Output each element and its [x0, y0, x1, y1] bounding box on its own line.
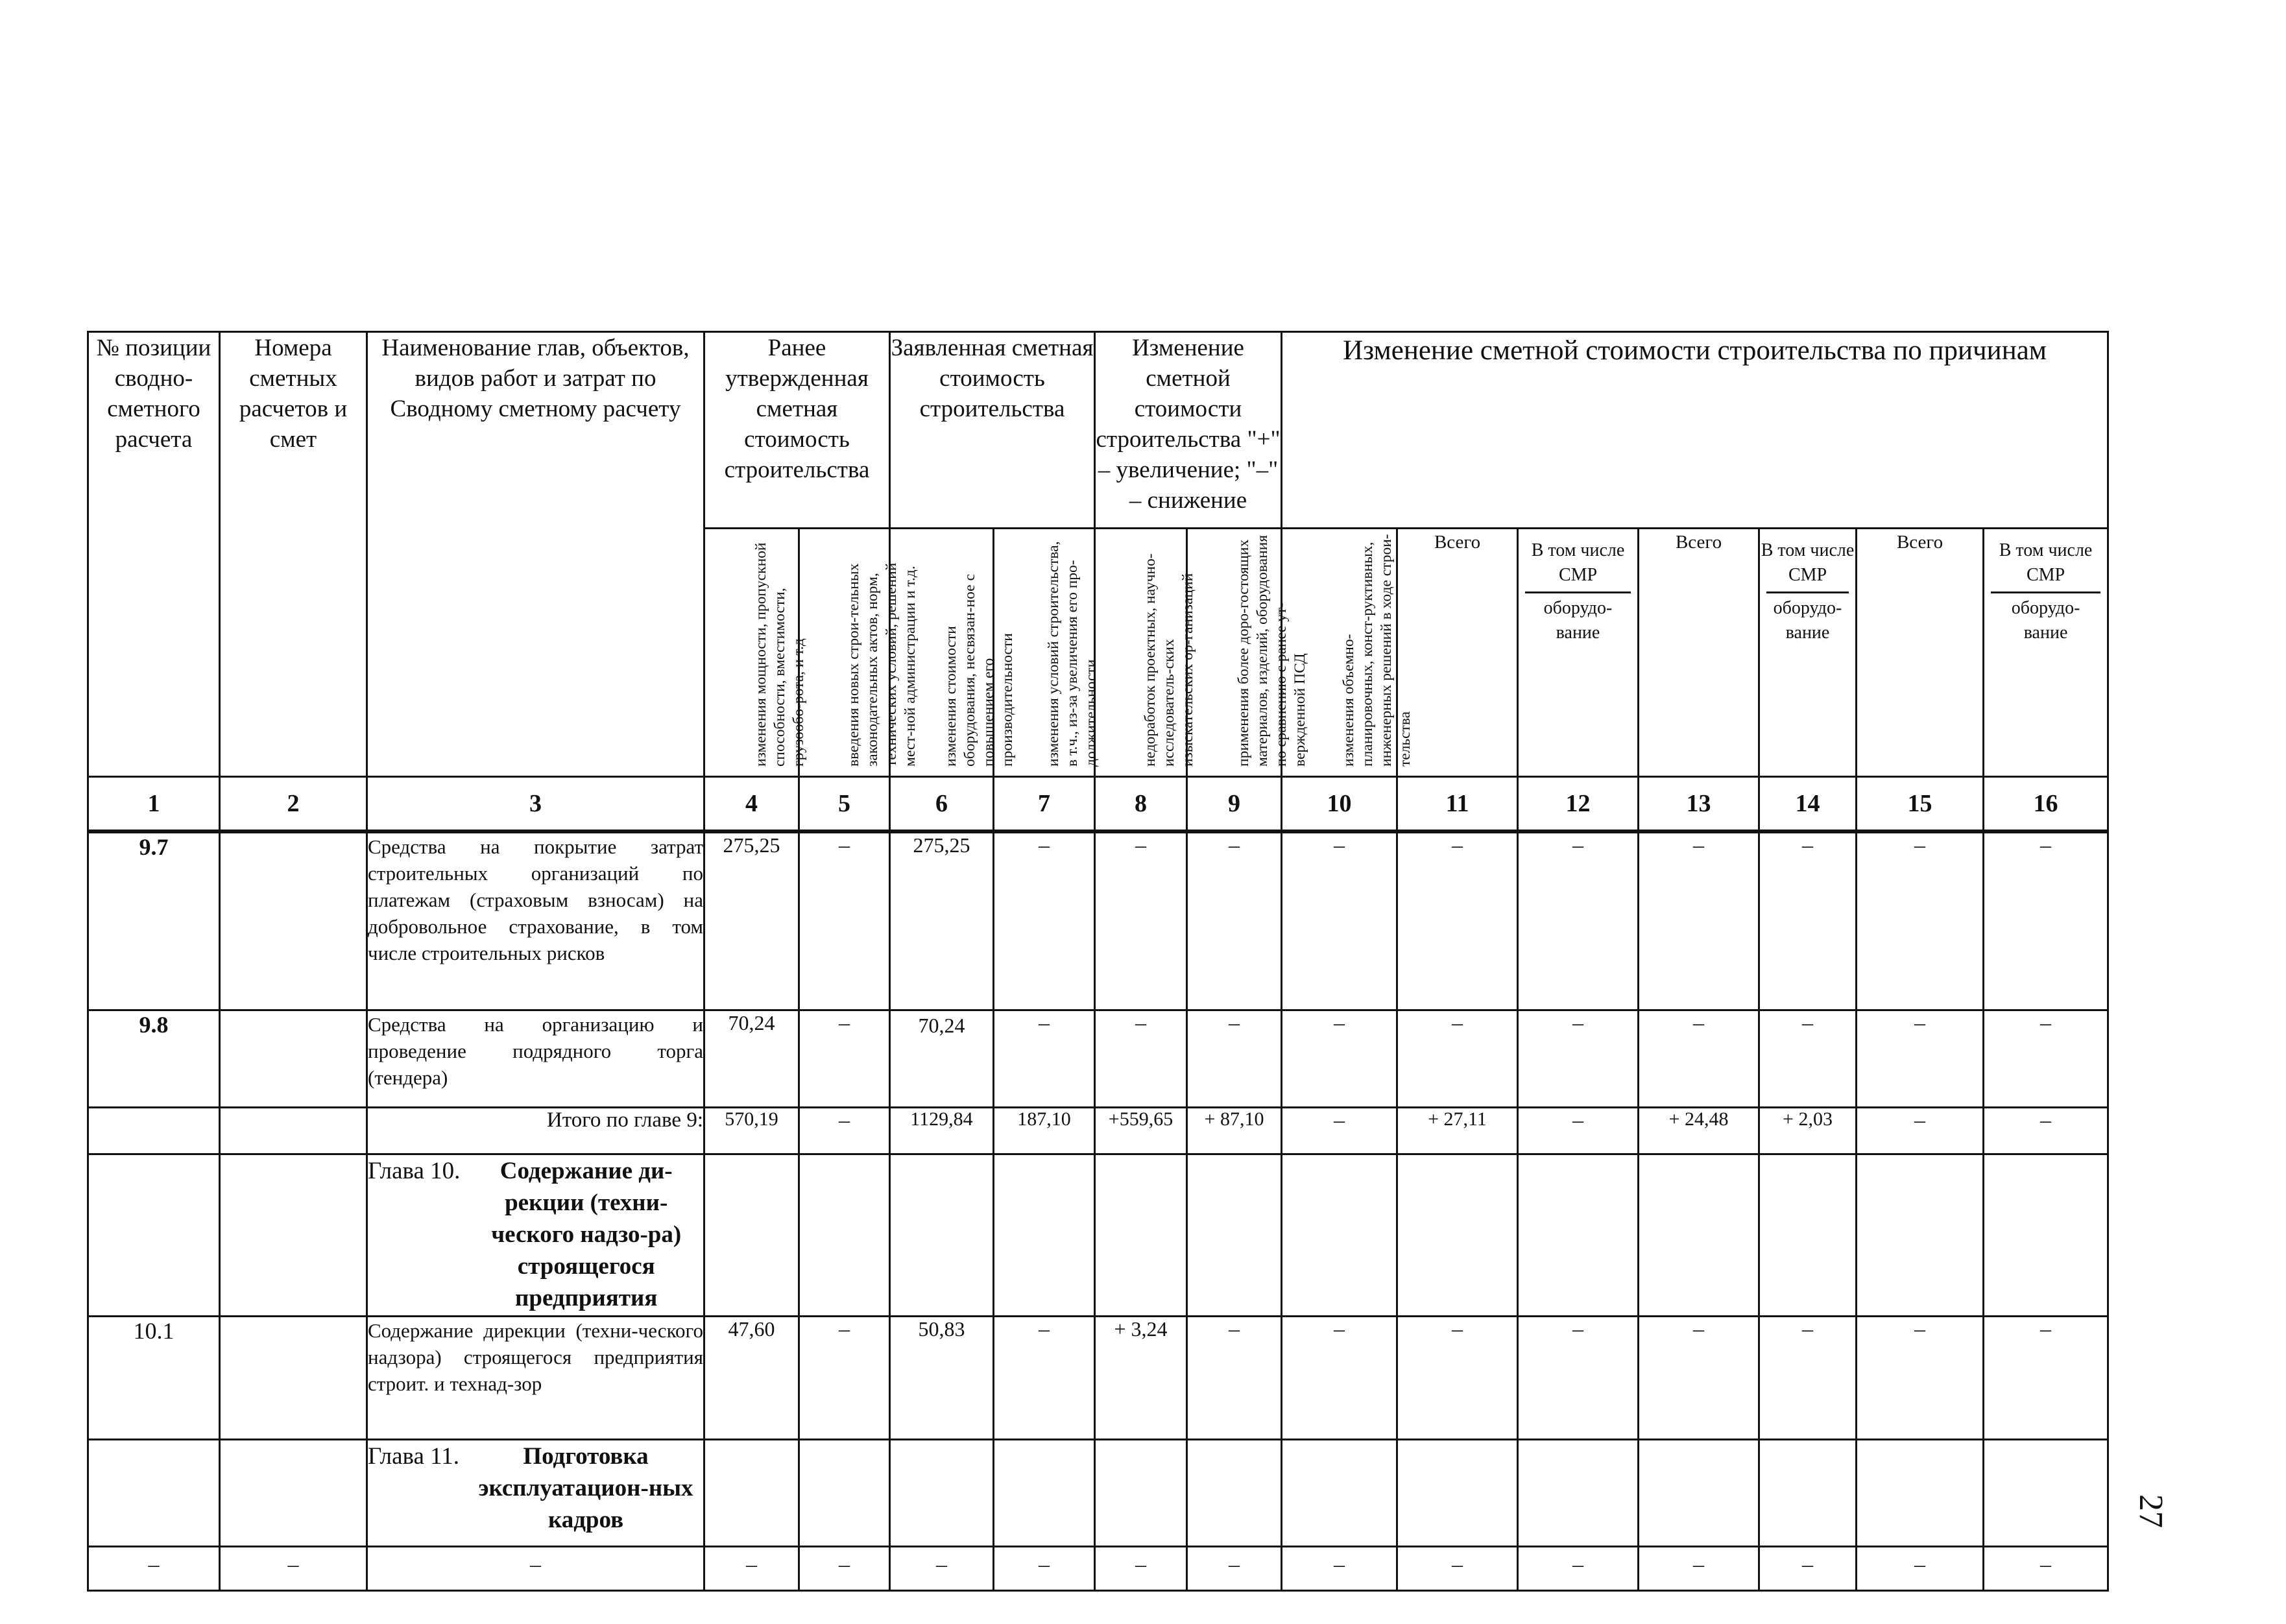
cell-value: –	[994, 1546, 1095, 1590]
cell-value: –	[799, 1010, 890, 1107]
cell-value: + 3,24	[1095, 1316, 1187, 1439]
sub-decl-incl	[1759, 529, 1857, 777]
cell-value: + 2,03	[1759, 1107, 1857, 1154]
reason-new-regulations	[799, 529, 919, 777]
cell-value: –	[1397, 1546, 1518, 1590]
cell-value: –	[1282, 1316, 1397, 1439]
cell-value: –	[1095, 1546, 1187, 1590]
cell-value: –	[799, 831, 890, 1010]
header-reasons: Изменение сметной стоимости строительства по причинам	[1282, 332, 2108, 529]
col-number: 6	[890, 777, 994, 832]
empty-cell	[799, 1154, 890, 1316]
cell-value: –	[1984, 1316, 2108, 1439]
col-number: 3	[367, 777, 704, 832]
cell-value: –	[88, 1546, 220, 1590]
col-number: 12	[1518, 777, 1639, 832]
reason-capacity-text: изменения мощности, пропускной способности, вместимости, грузообо-рота, и т.д	[752, 542, 807, 767]
empty-cell	[1518, 1154, 1639, 1316]
empty-cell	[1857, 1154, 1984, 1316]
cell-value: –	[1759, 1316, 1857, 1439]
page-number: 27	[2132, 1494, 2169, 1528]
table-row	[88, 1546, 2108, 1590]
row-position	[88, 1439, 220, 1546]
cell-value: 50,83	[890, 1316, 994, 1439]
row-position	[88, 1107, 220, 1154]
reason-conditions-text: изменения условий строительства, в т.ч., из-за увеличения его про-должительности	[1044, 541, 1100, 767]
cell-value: –	[1397, 1316, 1518, 1439]
cell-value: –	[1518, 1107, 1639, 1154]
reason-design-changes	[1282, 529, 1414, 777]
row-position: 10.1	[88, 1316, 220, 1439]
empty-cell	[1095, 1439, 1187, 1546]
empty-cell	[1282, 1439, 1397, 1546]
row-estimate-number	[220, 831, 367, 1010]
cell-value: –	[1282, 1010, 1397, 1107]
col-number: 1	[88, 777, 220, 832]
chapter-heading	[367, 1439, 704, 1546]
row-estimate-number	[220, 1439, 367, 1546]
empty-cell	[1857, 1439, 1984, 1546]
chapter-heading-row	[88, 1439, 2108, 1546]
cell-value: –	[1639, 1316, 1759, 1439]
header-name: Наименование глав, объектов, видов работ и затрат по Сводному сметному расчету	[367, 332, 704, 777]
cell-value: –	[1397, 1010, 1518, 1107]
cell-value: –	[1187, 1316, 1282, 1439]
sub-change-incl-smr: В том числе СМР	[1999, 540, 2093, 585]
cell-value: + 24,48	[1639, 1107, 1759, 1154]
cell-value: –	[1857, 1107, 1984, 1154]
cell-value: –	[1759, 1010, 1857, 1107]
cell-value: –	[1282, 1546, 1397, 1590]
cell-value: –	[1857, 831, 1984, 1010]
empty-cell	[1759, 1439, 1857, 1546]
cell-value: –	[1187, 1010, 1282, 1107]
chapter-title: Содержание ди-рекции (техни-ческого надзо-ра) строящегося предприятия	[491, 1157, 682, 1311]
empty-cell	[1282, 1154, 1397, 1316]
col-number: 8	[1095, 777, 1187, 832]
row-position	[88, 1154, 220, 1316]
sub-prev-total: Всего	[1397, 529, 1518, 777]
reason-design-changes-text: изменения объемно-планировочных, конст-руктивных, инженерных решений в ходе строи-тельства	[1340, 534, 1414, 767]
cell-value: 275,25	[704, 831, 799, 1010]
empty-cell	[994, 1154, 1095, 1316]
column-number-row	[88, 777, 2108, 832]
cell-value: –	[1984, 831, 2108, 1010]
cell-value: 187,10	[994, 1107, 1095, 1154]
col-number: 14	[1759, 777, 1857, 832]
sub-prev-incl-equipment: оборудо-вание	[1525, 591, 1631, 645]
chapter-heading-row	[88, 1154, 2108, 1316]
row-name: Содержание дирекции (техни-ческого надзора) строящегося предприятия строит. и технад-зор	[367, 1316, 704, 1439]
table-row	[88, 1316, 2108, 1439]
cell-value: + 87,10	[1187, 1107, 1282, 1154]
cell-value: –	[1518, 831, 1639, 1010]
cell-value: –	[220, 1546, 367, 1590]
cell-value: –	[994, 831, 1095, 1010]
empty-cell	[1187, 1154, 1282, 1316]
cell-value: 47,60	[704, 1316, 799, 1439]
reason-capacity	[704, 529, 807, 777]
empty-cell	[1187, 1439, 1282, 1546]
sub-change-incl-equipment: оборудо-вание	[1991, 591, 2100, 645]
empty-cell	[1984, 1439, 2108, 1546]
col-number: 11	[1397, 777, 1518, 832]
cell-value: –	[799, 1546, 890, 1590]
reason-design-flaws-text: недоработок проектных, научно-исследователь-ских изыскательских ор-ганизаций	[1141, 553, 1196, 767]
cell-value: –	[1639, 831, 1759, 1010]
reason-equipment-cost	[890, 529, 1016, 777]
row-position: 9.7	[88, 831, 220, 1010]
chapter-total-row	[88, 1107, 2108, 1154]
col-number: 2	[220, 777, 367, 832]
cell-value: –	[1857, 1010, 1984, 1107]
cell-value: –	[1518, 1316, 1639, 1439]
header-declared: Заявленная сметная стоимость строительства	[890, 332, 1095, 529]
empty-cell	[1639, 1154, 1759, 1316]
cell-value: –	[1984, 1107, 2108, 1154]
cell-value: –	[799, 1316, 890, 1439]
cell-value: –	[367, 1546, 704, 1590]
cell-value: –	[1518, 1010, 1639, 1107]
cell-value: 70,24	[890, 1010, 994, 1107]
row-estimate-number	[220, 1010, 367, 1107]
sub-prev-incl-smr: В том числе СМР	[1531, 540, 1625, 585]
row-estimate-number	[220, 1154, 367, 1316]
cell-value: –	[1984, 1010, 2108, 1107]
col-number: 10	[1282, 777, 1397, 832]
cell-value: + 27,11	[1397, 1107, 1518, 1154]
reason-new-regulations-text: введения новых строи-тельных законодательных актов, норм, технических условий, решений мест-ной администрации и т.д.	[845, 562, 919, 767]
row-position: 9.8	[88, 1010, 220, 1107]
empty-cell	[890, 1154, 994, 1316]
empty-cell	[1518, 1439, 1639, 1546]
reason-conditions	[994, 529, 1100, 777]
chapter-label: Глава 11.	[368, 1442, 460, 1470]
cell-value: –	[1397, 831, 1518, 1010]
cell-value: –	[1759, 831, 1857, 1010]
chapter-label: Глава 10.	[368, 1157, 461, 1184]
col-number: 7	[994, 777, 1095, 832]
empty-cell	[994, 1439, 1095, 1546]
col-number: 5	[799, 777, 890, 832]
cell-value: +559,65	[1095, 1107, 1187, 1154]
cell-value: –	[1857, 1316, 1984, 1439]
cell-value: 275,25	[890, 831, 994, 1010]
chapter-heading	[367, 1154, 704, 1316]
sub-decl-incl-equipment: оборудо-вание	[1766, 591, 1849, 645]
reason-expensive-materials-text: применения более доро-гостоящих материалов, изделий, оборудования по сравнению с ранее ут-вержденной ПСД	[1234, 534, 1308, 767]
header-position: № позиции сводно-сметного расчета	[88, 332, 220, 777]
cell-value: –	[1095, 1010, 1187, 1107]
cell-value: –	[1518, 1546, 1639, 1590]
cell-value: –	[890, 1546, 994, 1590]
cell-value: –	[1187, 1546, 1282, 1590]
reason-design-flaws	[1095, 529, 1196, 777]
cell-value: –	[1282, 1107, 1397, 1154]
col-number: 15	[1857, 777, 1984, 832]
sub-change-incl	[1984, 529, 2108, 777]
cell-value: –	[994, 1316, 1095, 1439]
sub-decl-total: Всего	[1639, 529, 1759, 777]
row-name: Средства на организацию и проведение подрядного торга (тендера)	[367, 1010, 704, 1107]
cell-value: –	[1187, 831, 1282, 1010]
cell-value: 570,19	[704, 1107, 799, 1154]
cell-value: –	[1639, 1010, 1759, 1107]
cell-value: 1129,84	[890, 1107, 994, 1154]
empty-cell	[704, 1439, 799, 1546]
header-estimate-numbers: Номера сметных расчетов и смет	[220, 332, 367, 777]
empty-cell	[704, 1154, 799, 1316]
empty-cell	[1984, 1154, 2108, 1316]
empty-cell	[1397, 1154, 1518, 1316]
chapter-title: Подготовка эксплуатацион-ных кадров	[478, 1442, 693, 1533]
header-change: Изменение сметной стоимости строительства "+" – увеличение; "–" – снижение	[1095, 332, 1282, 529]
cell-value: –	[799, 1107, 890, 1154]
cell-value: –	[704, 1546, 799, 1590]
cell-value: –	[994, 1010, 1095, 1107]
cell-value: –	[1095, 831, 1187, 1010]
header-previously-approved: Ранее утвержденная сметная стоимость строительства	[704, 332, 890, 529]
col-number: 4	[704, 777, 799, 832]
empty-cell	[890, 1439, 994, 1546]
cell-value: –	[1857, 1546, 1984, 1590]
cell-value: –	[1282, 831, 1397, 1010]
empty-cell	[1639, 1439, 1759, 1546]
sub-decl-incl-smr: В том числе СМР	[1761, 540, 1855, 585]
reason-equipment-cost-text: изменения стоимости оборудования, несвязан-ное с повышением его производительности	[942, 574, 1016, 767]
empty-cell	[799, 1439, 890, 1546]
row-estimate-number	[220, 1316, 367, 1439]
table-row	[88, 831, 2108, 1010]
estimate-change-table	[87, 331, 2109, 1592]
cell-value: –	[1984, 1546, 2108, 1590]
sub-prev-incl	[1518, 529, 1639, 777]
empty-cell	[1095, 1154, 1187, 1316]
cell-value: –	[1639, 1546, 1759, 1590]
empty-cell	[1397, 1439, 1518, 1546]
estimate-table-container	[87, 331, 2107, 1592]
row-name: Средства на покрытие затрат строительных организаций по платежам (страховым взносам) на добровольное страхование, в том числе строительных рисков	[367, 831, 704, 1010]
col-number: 16	[1984, 777, 2108, 832]
reason-expensive-materials	[1187, 529, 1308, 777]
cell-value: 70,24	[704, 1010, 799, 1107]
cell-value: –	[1759, 1546, 1857, 1590]
total-label: Итого по главе 9:	[367, 1107, 704, 1154]
col-number: 9	[1187, 777, 1282, 832]
sub-change-total: Всего	[1857, 529, 1984, 777]
empty-cell	[1759, 1154, 1857, 1316]
row-estimate-number	[220, 1107, 367, 1154]
col-number: 13	[1639, 777, 1759, 832]
table-row	[88, 1010, 2108, 1107]
